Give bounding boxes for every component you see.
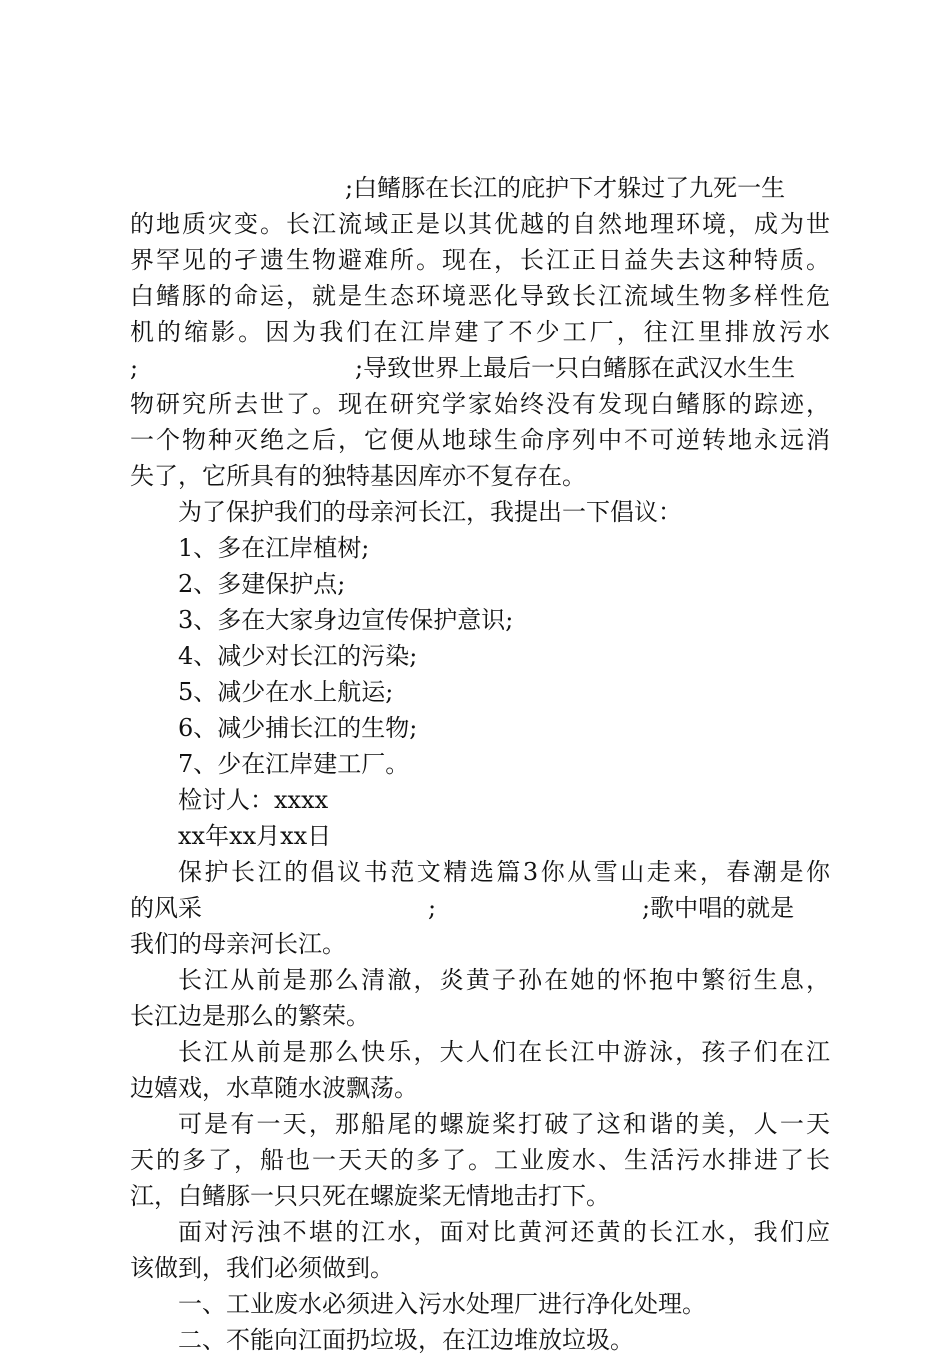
paragraph-line: 长江从前是那么快乐，大人们在长江中游泳，孩子们在江 [178, 1038, 830, 1066]
text-segment: 的风采 [130, 894, 202, 922]
list-item: 4、减少对长江的污染; [178, 642, 418, 670]
paragraph-line: 长江从前是那么清澈，炎黄子孙在她的怀抱中繁衍生息， [178, 966, 830, 994]
list-item: 1、多在江岸植树; [178, 534, 370, 562]
paragraph-line: 可是有一天，那船尾的螺旋桨打破了这和谐的美，人一天 [178, 1110, 830, 1138]
paragraph-line: 江，白鳍豚一只只死在螺旋桨无情地击打下。 [130, 1182, 610, 1210]
signature: 检讨人：xxxx [178, 786, 329, 814]
paragraph-line: 机的缩影。因为我们在江岸建了不少工厂，往江里排放污水 [130, 318, 830, 346]
section-title-line: 保护长江的倡议书范文精选篇3你从雪山走来，春潮是你 [178, 858, 830, 886]
paragraph-line: 我们的母亲河长江。 [130, 930, 346, 958]
list-item: 2、多建保护点; [178, 570, 346, 598]
paragraph-line: 一个物种灭绝之后，它便从地球生命序列中不可逆转地永远消 [130, 426, 830, 454]
text-segment: ;歌中唱的就是 [642, 894, 795, 922]
paragraph-line [130, 350, 830, 386]
paragraph-line: 天的多了，船也一天天的多了。工业废水、生活污水排进了长 [130, 1146, 830, 1174]
paragraph-line [130, 170, 830, 206]
paragraph-line: 边嬉戏，水草随水波飘荡。 [130, 1074, 418, 1102]
date: xx年xx月xx日 [178, 822, 332, 850]
paragraph-line: 该做到，我们必须做到。 [130, 1254, 394, 1282]
text-segment: ;导致世界上最后一只白鳍豚在武汉水生生 [355, 354, 796, 382]
paragraph-line: 物研究所去世了。现在研究学家始终没有发现白鳍豚的踪迹， [130, 390, 830, 418]
list-item: 3、多在大家身边宣传保护意识; [178, 606, 514, 634]
paragraph-line: 界罕见的孑遗生物避难所。现在，长江正日益失去这种特质。 [130, 246, 830, 274]
text-segment: ;白鳍豚在长江的庇护下才躲过了九死一生 [345, 174, 786, 202]
measure-item: 一、工业废水必须进入污水处理厂进行净化处理。 [178, 1290, 706, 1318]
paragraph-line [130, 890, 830, 926]
measure-item: 二、不能向江面扔垃圾，在江边堆放垃圾。 [178, 1326, 634, 1354]
list-item: 6、减少捕长江的生物; [178, 714, 418, 742]
paragraph-line: 失了，它所具有的独特基因库亦不复存在。 [130, 462, 586, 490]
paragraph-line: 白鳍豚的命运，就是生态环境恶化导致长江流域生物多样性危 [130, 282, 830, 310]
paragraph-line: 面对污浊不堪的江水，面对比黄河还黄的长江水，我们应 [178, 1218, 830, 1246]
paragraph-line: 的地质灾变。长江流域正是以其优越的自然地理环境，成为世 [130, 210, 830, 238]
paragraph-line: 长江边是那么的繁荣。 [130, 1002, 370, 1030]
proposal-intro: 为了保护我们的母亲河长江，我提出一下倡议： [178, 498, 682, 526]
text-segment: ; [130, 354, 139, 382]
text-segment: ; [428, 894, 437, 922]
list-item: 5、减少在水上航运; [178, 678, 394, 706]
list-item: 7、少在江岸建工厂。 [178, 750, 410, 778]
